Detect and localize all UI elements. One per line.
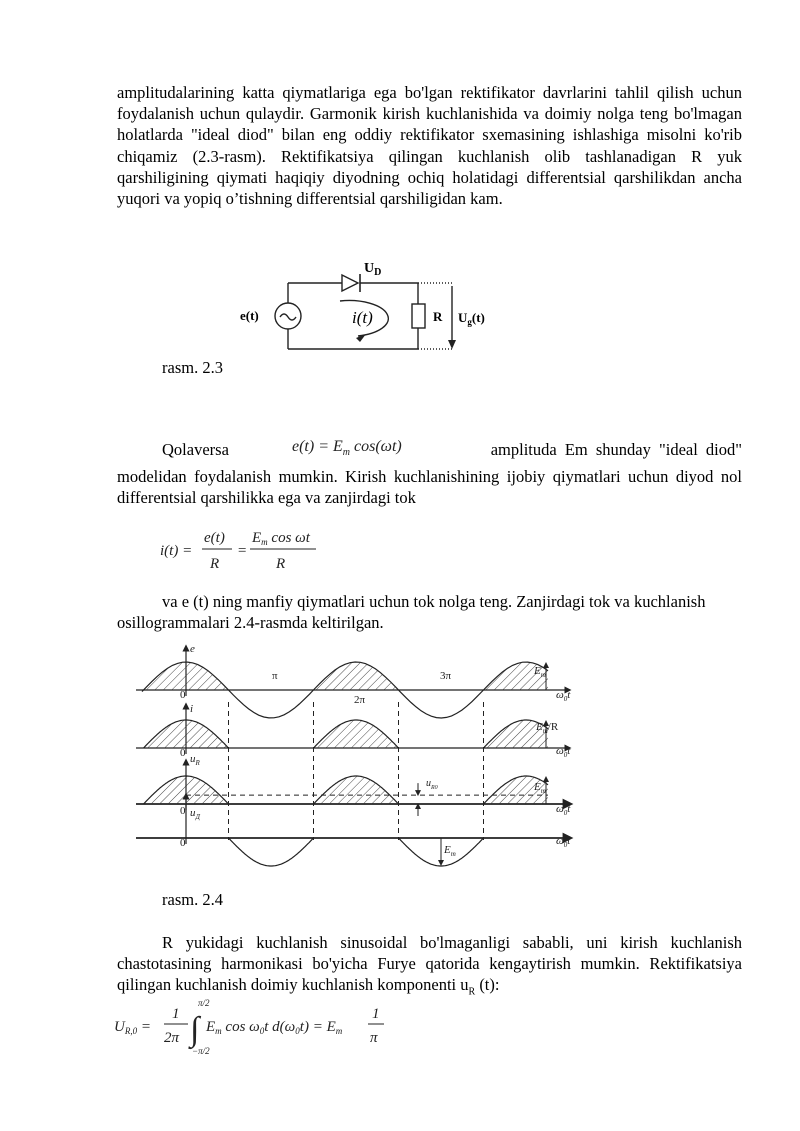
tick-2pi: 2π — [354, 694, 366, 706]
label-uR: $u_R$ — [190, 753, 200, 767]
resistor-label: R — [433, 309, 443, 324]
input-voltage-formula: $e(t) = E_m$ cos(ωt) — [292, 438, 402, 459]
diode-label: $U_D$ — [364, 261, 382, 278]
zero-label-2: 0 — [180, 747, 186, 759]
formula-line — [117, 440, 742, 462]
axis-label-1: $\omega_0t$ — [556, 689, 571, 703]
figure-caption-2-3: rasm. 2.3 — [162, 358, 223, 377]
output-voltage-label: $U_g(t)$ — [458, 310, 485, 327]
para2-first-line-tail: amplituda Em shunday "ideal diod" — [490, 440, 742, 459]
amp-e: $E_m$ — [534, 665, 546, 679]
svg-text:R: R — [276, 556, 286, 572]
para2-lead: Qolaversa — [162, 440, 229, 459]
para3: va e (t) ning manfiy qiymatlari uchun tok nolga teng. Zanjirdagi tok va kuchlanish osillogrammalari 2.4-rasmda keltirilgan. — [117, 592, 706, 633]
svg-text:UR,0 =: $U_{R,0}$ = — [114, 1019, 151, 1036]
svg-text:∫: ∫ — [190, 1011, 200, 1048]
intro-paragraph: amplitudalarining katta qiymatlariga ega bo'lgan rektifikator davrlarini tahlil qilish uchun foydalanish uchun qulaydir. Garmonik kirish kuchlanishida va doimiy nolga teng bo'lmagan holatlarda "ideal diod" bilan eng oddiy rektifikator sxemasining ishlashiga misolni ko'rib chiqamiz (2.3-rasm). Rektifikatsiya qilingan kuchlanish olib tashlanadigan R yuk qarshiligining qiymati haqiqiy diyodning ochiq holatidagi differentsial qarshilikdan ancha yuqori va yopiq o’tishning differentsial qarshiligidan kam. — [117, 83, 742, 209]
zero-label-4: 0 — [180, 837, 186, 849]
zero-label-1: 0 — [180, 689, 186, 701]
label-e: e — [190, 643, 195, 655]
trace-uR-hatch-1 — [144, 776, 229, 804]
svg-text:Em cos ωt: $E_m$ cos ωt — [252, 530, 310, 547]
waveform-oscillograms — [128, 640, 588, 870]
rectifier-circuit-diagram — [240, 256, 510, 356]
label-i: i — [190, 703, 194, 715]
axis-label-2: $\omega_0t$ — [556, 745, 571, 759]
figure-caption-2-4: rasm. 2.4 — [162, 890, 223, 909]
amp-i: $E_m/R$ — [536, 721, 559, 735]
trace-uR-hatch-2 — [314, 776, 399, 804]
fourier-paragraph: R yukidagi kuchlanish sinusoidal bo'lmaganligi sababli, uni kirish kuchlanish chastotasining harmonikasi bo'yicha Furye qatorida kengaytirish mumkin. Rektifikatsiya qilingan kuchlanish doimiy kuchlanish komponenti $u_R$ (t): — [117, 933, 742, 998]
tick-3pi: 3π — [440, 670, 452, 682]
waveform-traces — [136, 648, 568, 866]
amp-uD: $E_m$ — [444, 844, 456, 858]
amp-uR: $E_m$ — [534, 781, 546, 795]
axis-label-3: $\omega_0t$ — [556, 803, 571, 817]
trace-e-hatch-1 — [144, 662, 229, 690]
dc-component-formula — [114, 996, 414, 1056]
svg-text:R: R — [210, 556, 220, 572]
axis-label-4: $\omega_0t$ — [556, 835, 571, 849]
svg-text:π/2: π/2 — [198, 998, 210, 1008]
tick-pi: π — [272, 670, 278, 682]
trace-i-hatch-2 — [314, 720, 399, 748]
label-uD: $u_Д$ — [190, 807, 200, 821]
dc-label: $u_{R0}$ — [426, 778, 438, 791]
svg-text:Em cos ω0t d(ω0t) = Em: $E_m$ $\cos \omega_0t$ $d(\omega_0t) = E_m$ — [206, 1019, 343, 1036]
diode-icon — [342, 274, 360, 292]
svg-text:π: π — [370, 1030, 378, 1046]
svg-text:i(t) =: i(t) = — [160, 543, 193, 559]
svg-text:=: = — [237, 543, 248, 559]
trace-e-hatch-2 — [314, 662, 399, 690]
current-label: i(t) — [352, 308, 373, 327]
current-formula — [160, 524, 330, 578]
zero-label-3: 0 — [180, 805, 186, 817]
source-label: e(t) — [240, 308, 259, 323]
svg-text:2π: 2π — [164, 1030, 180, 1046]
svg-text:e(t): e(t) — [204, 530, 225, 546]
para2-continued: modelidan foydalanish mumkin. Kirish kuchlanishining ijobiy qiymatlari uchun diyod nol differentsial qarshilikka ega va zanjirdagi tok — [117, 467, 742, 508]
svg-text:−π/2: −π/2 — [192, 1046, 210, 1056]
svg-text:1: 1 — [372, 1006, 380, 1022]
svg-text:1: 1 — [172, 1006, 180, 1022]
trace-i-hatch-1 — [144, 720, 229, 748]
